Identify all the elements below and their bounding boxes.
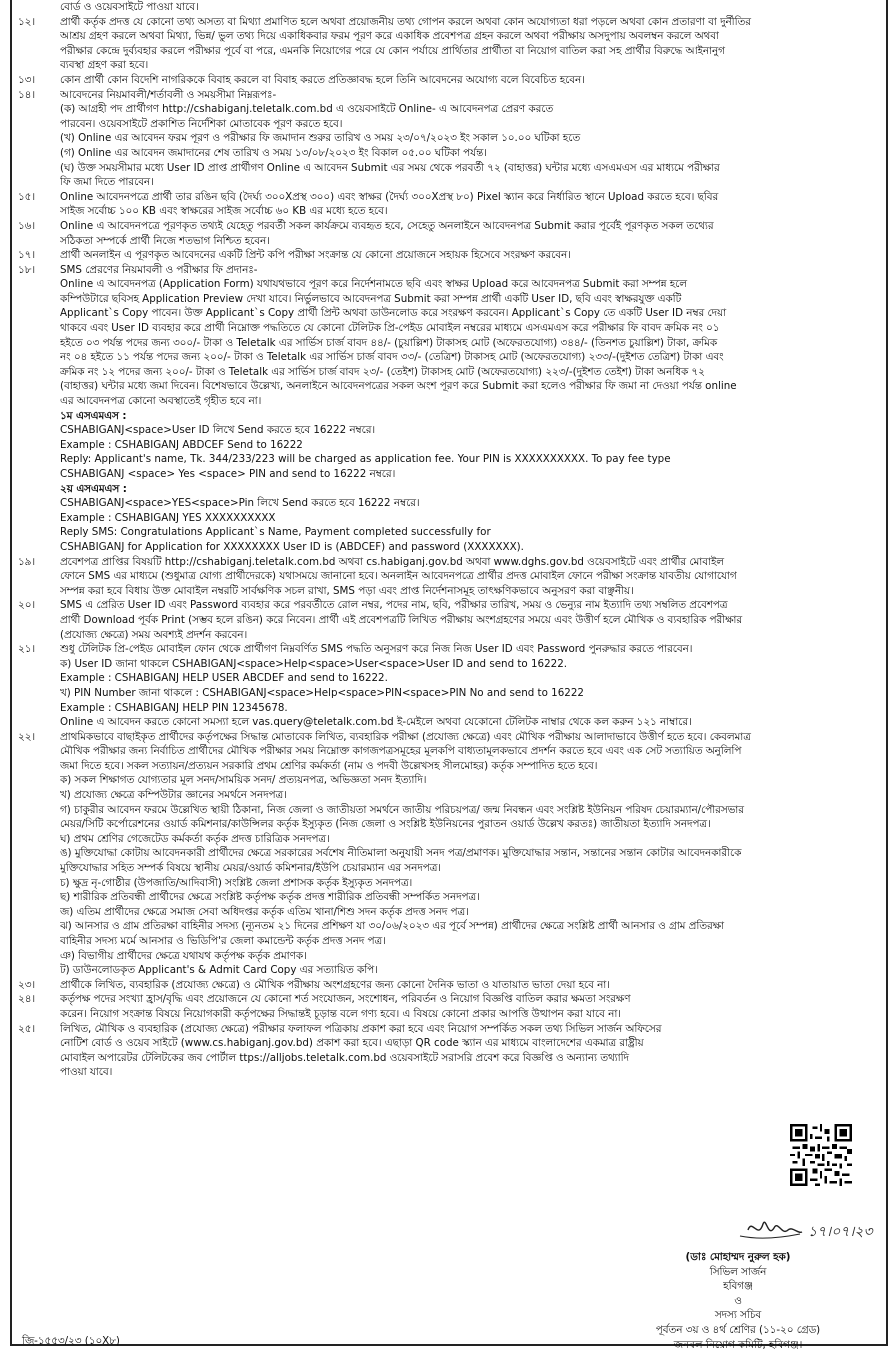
notice-item <box>18 219 870 248</box>
notice-item <box>18 1022 870 1080</box>
signatory-role: সদস্য সচিব <box>714 1309 762 1322</box>
item-text <box>60 642 870 730</box>
item-line: সম্পন্ন করা হবে বিধায় উক্ত মোবাইল নম্বরটি সার্বক্ষণিক সচল রাখা, SMS পড়া এবং প্রাপ্ত নির্দেশনাসমূহ তাৎক্ষণিকভাবে অনুসরণ করা বাঞ্ছনীয়। <box>60 584 634 597</box>
item-number: ২২। <box>18 730 36 743</box>
item-text <box>60 555 870 599</box>
item-line: প্রার্থী Download পূর্বক Print (সম্ভব হলে রঙিন) করে নিবেন। প্রার্থী এই প্রবেশপত্রটি লিখিত পরীক্ষায় অংশগ্রহণের সময়ে এবং উত্তীর্ণ হলে মৌখিক ও ব্যবহারিক পরীক্ষার <box>60 613 743 626</box>
item-line: Online আবেদনপত্রে প্রার্থী তার রঙিন ছবি (দৈর্ঘ্য ৩০০Xপ্রস্থ ৩০০) এবং স্বাক্ষর (দৈর্ঘ্য ৩০০Xপ্রস্থ ৮০) Pixel স্ক্যান করে নির্ধারিত স্থানে Upload করতে হবে। ছবির <box>60 190 719 203</box>
notice-item <box>18 15 870 73</box>
item-line: (খ) Online এর আবেদন ফরম পূরণ ও পরীক্ষার ফি জমাদান শুরুর তারিখ ও সময় ২৩/০৭/২০২৩ ইং সকাল ১০.০০ ঘটিকা হতে <box>60 132 581 145</box>
item-text <box>60 0 870 15</box>
item-line: চ) ক্ষুদ্র নৃ-গোষ্ঠীর (উপজাতি/আদিবাসী) সংশ্লিষ্ট জেলা প্রশাসক কর্তৃক ইস্যুকৃত সনদপত্র। <box>60 876 413 889</box>
item-line: আবেদনের নিয়মাবলী/শর্তাবলী ও সময়সীমা নিম্নরূপঃ- <box>60 88 277 101</box>
sms-second-reply-2: CSHABIGANJ for Application for XXXXXXXX User ID is (ABDCEF) and password (XXXXXXX). <box>60 540 524 553</box>
item-line: ক্রমিক নং ১২ পদের জন্য ২০০/- টাকা ও Teletalk এর সার্ভিস চার্জ বাবদ ২৩/- (তেইশ) টাকাসহ মোট (অফেরতযোগ্য) ২২৩/-(দুইশত তেইশ) টাকা অনধিক ৭২ <box>60 365 705 378</box>
signatory-and: ও <box>734 1294 742 1307</box>
item-line: Example : CSHABIGANJ HELP PIN 12345678. <box>60 701 288 714</box>
item-line: (প্রযোজ্য ক্ষেত্রে) সময় অবশ্যই প্রদর্শন করবেন। <box>60 628 248 641</box>
item-line: জ) এতিম প্রার্থীদের ক্ষেত্রে সমাজ সেবা অধিদপ্তর কর্তৃক এতিম খানা/শিশু সদন কর্তৃক প্রদত্ত সনদ পত্র। <box>60 905 469 918</box>
item-line: হইতে ০৩ পর্যন্ত পদের জন্য ৩০০/- টাকা ও Teletalk এর সার্ভিস চার্জ বাবদ ৪৪/- (চুয়াল্লিশ) টাকাসহ মোট (অফেরতযোগ্য) ৩৪৪/- (তিনশত চুয়াল্লিশ) টাকা, ক্রমিক <box>60 336 718 349</box>
item-number: ১৯। <box>18 555 36 568</box>
item-text <box>60 219 870 248</box>
signature-icon <box>730 1210 880 1250</box>
item-line: ঘ) প্রথম শ্রেণির গেজেটেড কর্মকর্তা কর্তৃক প্রদত্ত চারিত্রিক সনদপত্র। <box>60 832 330 845</box>
sms-first-reply-1: Reply: Applicant's name, Tk. 344/233/223 will be charged as application fee. Your PIN is XXXXXXXXXX. To pay fee type <box>60 453 671 466</box>
item-number: ১৫। <box>18 190 36 203</box>
item-line: পারবেন। ওয়েবসাইটে প্রকাশিত নির্দেশিকা মোতাবেক পূরণ করতে হবে। <box>60 117 343 130</box>
item-line: (ঘ) উক্ত সময়সীমার মধ্যে User ID প্রাপ্ত প্রার্থীগণ Online এ আবেদন Submit এর সময় থেকে পরবর্তী ৭২ (বাহাত্তর) ঘন্টার মধ্যে এসএমএস এর মাধ্যমে পরীক্ষার <box>60 161 720 174</box>
item-line: ঝ) আনসার ও গ্রাম প্রতিরক্ষা বাহিনীর সদস্য (ন্যূনতম ২১ দিনের প্রশিক্ষণ যা ৩০/০৬/২০২৩ এর পূর্বে সম্পন্ন) প্রার্থীদের ক্ষেত্রে সংশ্লিষ্ট প্রার্থী আনসার ও গ্রাম প্রতিরক্ষা <box>60 920 725 933</box>
item-line: ফি জমা দিতে পারবেন। <box>60 176 154 189</box>
item-number: ১৪। <box>18 88 36 101</box>
notice-item <box>18 0 870 15</box>
sms-first-heading: ১ম এসএমএস : <box>60 409 127 422</box>
item-line: নোটিশ বোর্ড ও ওয়েব সাইটে (www.cs.habiganj.gov.bd) প্রকাশ করা হবে। এছাড়া QR code স্ক্যান এর মাধ্যমে বাংলাদেশের একমাত্র রাষ্ট্রীয় <box>60 1037 644 1050</box>
sms-first-example: Example : CSHABIGANJ ABDCEF Send to 16222 <box>60 438 303 451</box>
item-text <box>60 88 870 190</box>
item-line: SMS প্রেরণের নিয়মাবলী ও পরীক্ষার ফি প্রদানঃ- <box>60 263 258 276</box>
notice-item <box>18 642 870 730</box>
item-line: নং ০৪ হইতে ১১ পর্যন্ত পদের জন্য ২০০/- টাকা ও Teletalk এর সার্ভিস চার্জ বাবদ ৩৩/- (তেত্রিশ) টাকাসহ মোট (অফেরতযোগ্য) ২৩৩/-(দুইশত তেত্রিশ) টাকা এবং <box>60 351 724 364</box>
sms-second-format: CSHABIGANJ<space>YES<space>Pin লিখে Send করতে হবে 16222 নম্বরে। <box>60 497 420 510</box>
item-line: (ক) আগ্রহী পদ প্রার্থীগণ http://cshabiganj.teletalk.com.bd এ ওয়েবসাইটে Online- এ আবেদনপত্র প্রেরণ করতে <box>60 103 554 116</box>
item-text <box>60 263 870 409</box>
signatory-name: (ডাঃ মোহাম্মদ নুরুল হক) <box>685 1251 791 1263</box>
item-number: ১২। <box>18 15 36 28</box>
signatory-place: হবিগঞ্জ <box>723 1280 753 1293</box>
item-line: জমা দিতে হবে। সকল সত্যায়ন/প্রত্যয়ন সরকারি প্রথম শ্রেণির কর্মকর্তা (নাম ও পদবী উল্লেখসহ সীলমোহর) কর্তৃক সম্পাদিত হতে হবে। <box>60 759 598 772</box>
item-line: Online এ আবেদন করতে কোনো সমস্যা হলে vas.query@teletalk.com.bd ই-মেইলে অথবা যেকোনো টেলিটক নাম্বার থেকে কল করুন ১২১ নাম্বারে। <box>60 716 692 729</box>
notice-item <box>18 248 870 263</box>
item-text <box>60 190 870 219</box>
notice-item <box>18 555 870 599</box>
item-line: পাওয়া যাবে। <box>60 1066 113 1079</box>
item-number: ২১। <box>18 643 36 656</box>
item-number: ২৫। <box>18 1022 36 1035</box>
item-line: প্রবেশপত্র প্রাপ্তির বিষয়টি http://cshabiganj.teletalk.com.bd অথবা cs.habiganj.gov.bd অথবা www.dghs.gov.bd ওয়েবসাইটে এবং প্রার্থীর মোবাইল <box>60 555 724 568</box>
item-number: ২৪। <box>18 993 36 1006</box>
item-text <box>60 978 870 993</box>
notice-item <box>18 992 870 1021</box>
item-line: গ) চাকুরীর আবেদন ফরমে উল্লেখিত স্থায়ী ঠিকানা, নিজ জেলা ও জাতীয়তা সমর্থনে জাতীয় পরিচয়পত্র/ জন্ম নিবন্ধন এবং সংশ্লিষ্ট ইউনিয়ন পরিষদ চেয়ারম্যান/পৌরসভার <box>60 803 744 816</box>
item-text <box>60 730 870 978</box>
item-number: ২০। <box>18 599 36 612</box>
item-line: সঠিকতা সম্পর্কে প্রার্থী নিজে শতভাগ নিশ্চিত হবেন। <box>60 234 270 247</box>
item-line: SMS এ প্রেরিত User ID এবং Password ব্যবহার করে পরবর্তীতে রোল নম্বর, পদের নাম, ছবি, পরীক্ষার তারিখ, সময় ও ভেন্যুর নাম ইত্যাদি তথ্য সম্বলিত প্রবেশপত্র <box>60 599 728 612</box>
item-line: লিখিত, মৌখিক ও ব্যবহারিক (প্রযোজ্য ক্ষেত্রে) পরীক্ষার ফলাফল পত্রিকায় প্রকাশ করা হবে এবং নিয়োগ সম্পর্কিত সকল তথ্য সিভিল সার্জন অফিসের <box>60 1022 662 1035</box>
item-line: মুক্তিযোদ্ধার সহিত সম্পর্ক বিষয়ে স্থানীয় মেয়র/ওয়ার্ড কমিশনার/ইউপি চেয়ারম্যান এর সনদপত্র। <box>60 862 441 875</box>
notice-item <box>18 73 870 88</box>
item-line: ফোনে SMS এর মাধ্যমে (শুধুমাত্র যোগ্য প্রার্থীদেরকে) যথাসময়ে জানানো হবে। অনলাইন আবেদনপত্রে প্রার্থীর প্রদত্ত মোবাইল ফোনে পরীক্ষা সংক্রান্ত যাবতীয় যোগাযোগ <box>60 570 737 583</box>
item-number: ১৭। <box>18 249 36 262</box>
item-line: পরীক্ষার কেন্দ্রে দুর্ব্যবহার করলে পরীক্ষার পূর্বে বা পরে, এমনকি নিয়োগের পরে যে কোন পর্যায়ে প্রার্থিতার প্রার্থীতা বা নিয়োগ বাতিল করা সহ প্রার্থীর বিরুদ্ধে আইনানুগ <box>60 44 725 57</box>
committee-line-2: জনবল নিয়োগ কমিটি, হবিগঞ্জ। <box>673 1338 803 1351</box>
item-line: থাকবে এবং User ID ব্যবহার করে প্রার্থী নিম্নোক্ত পদ্ধতিতে যে কোনো টেলিটক প্রি-পেইড মোবাইল নম্বরের মাধ্যমে এসএমএস করে পরীক্ষার ফি বাবদ ক্রমিক নং ০১ <box>60 322 720 335</box>
item-line: ট) ডাউনলোডকৃত Applicant's & Admit Card Copy এর সত্যায়িত কপি। <box>60 964 378 977</box>
item-line: প্রার্থীকে লিখিত, ব্যবহারিক (প্রযোজ্য ক্ষেত্রে) ও মৌখিক পরীক্ষায় অংশগ্রহণের জন্য কোনো দৈনিক ভাতা ও যাতায়াত ভাতা দেয়া হবে না। <box>60 978 610 991</box>
item-number <box>18 0 60 15</box>
notice-item <box>18 598 870 642</box>
item-line: Online এ আবেদনপত্রে পূরণকৃত তথ্যই যেহেতু পরবর্তী সকল কার্যক্রমে ব্যবহৃত হবে, সেহেতু অনলাইনে আবেদনপত্র Submit করার পূর্বেই পূরণকৃত সকল তথ্যের <box>60 219 714 232</box>
item-line: মেয়র/সিটি কর্পোরেশনের ওয়ার্ড কমিশনার/কাউন্সিলর কর্তৃক ইস্যুকৃত (নিজ জেলা ও সংশ্লিষ্ট ইউনিয়নের পুরাতন ওয়ার্ড উল্লেখ করতঃ) জাতীয়তা ইত্যাদি সনদপত্র। <box>60 818 711 831</box>
item-line: আশ্রয় গ্রহণ করলে অথবা মিথ্যা, ভিন্ন/ ভুল তথ্য দিয়ে একাধিকবার ফরম পূরণ করে একাধিক প্রবেশপত্র গ্রহন করলে অথবা পরীক্ষায় অসদুপায় অবলম্বন করলে অথবা <box>60 30 719 43</box>
sms-second-example: Example : CSHABIGANJ YES XXXXXXXXXX <box>60 511 276 524</box>
committee-line-1: পূর্বতন ৩য় ও ৪র্থ শ্রেণির (১১-২০ গ্রেড) <box>655 1323 821 1336</box>
sms-first-format: CSHABIGANJ<space>User ID লিখে Send করতে হবে 16222 নম্বরে। <box>60 424 376 437</box>
item-text <box>60 73 870 88</box>
item-line: কোন প্রার্থী কোন বিদেশি নাগরিককে বিবাহ করলে বা বিবাহ করতে প্রতিজ্ঞাবদ্ধ হলে তিনি আবেদনের অযোগ্য বলে বিবেচিত হবেন। <box>60 73 585 86</box>
sms-second-reply-1: Reply SMS: Congratulations Applicant`s Name, Payment completed successfully for <box>60 526 491 539</box>
item-line: Applicant`s Copy পাবেন। উক্ত Applicant`s Copy প্রার্থী প্রিন্ট অথবা ডাউনলোড করে সংরক্ষণ করবেন। Applicant`s Copy তে একটি User ID নম্বর দেয়া <box>60 307 727 320</box>
item-line: ক) User ID জানা থাকলে CSHABIGANJ<space>Help<space>User<space>User ID and send to 16222. <box>60 657 568 670</box>
sms-first-reply-2: CSHABIGANJ <space> Yes <space> PIN and send to 16222 নম্বরে। <box>60 468 396 480</box>
item-number: ১৬। <box>18 219 36 232</box>
item-line: প্রার্থী অনলাইন এ পূরণকৃত আবেদনের একটি প্রিন্ট কপি পরীক্ষা সংক্রান্ত যে কোনো প্রয়োজনে সহায়ক হিসেবে সংরক্ষণ করবেন। <box>60 249 571 262</box>
qr-code-icon <box>790 1124 852 1186</box>
item-text <box>60 15 870 73</box>
item-line: Example : CSHABIGANJ HELP USER ABCDEF and send to 16222. <box>60 672 388 685</box>
item-line: ঙ) মুক্তিযোদ্ধা কোটায় আবেদনকারী প্রার্থীদের ক্ষেত্রে সরকারের সর্বশেষ নীতিমালা অনুযায়ী সনদ পত্র/প্রমাণক। মুক্তিযোদ্ধার সন্তান, সন্তানের সন্তান কোটার আবেদনকারীকে <box>60 847 742 860</box>
signature-date: ১৭।০৭।২৩ <box>808 1223 873 1239</box>
item-line: এর আবেদনপত্র কোনো অবস্থাতেই গৃহীত হবে না। <box>60 395 262 408</box>
notice-item <box>18 88 870 190</box>
notice-body <box>18 0 870 1080</box>
item-line: (গ) Online এর আবেদন জমাদানের শেষ তারিখ ও সময় ১৩/০৮/২০২৩ ইং বিকাল ০৫.০০ ঘটিকা পর্যন্ত। <box>60 146 487 159</box>
item-text <box>60 992 870 1021</box>
item-text <box>60 248 870 263</box>
item-number: ১৩। <box>18 73 36 86</box>
item-line: মোবাইল অপারেটর টেলিটকের জব পোর্টাল ttps://alljobs.teletalk.com.bd ওয়েবসাইটে সরাসরি প্রবেশ করে বিজ্ঞপ্তি ও অন্যান্য তথ্যাদি <box>60 1051 629 1064</box>
item-line: মৌখিক পরীক্ষার জন্য নির্বাচিত প্রার্থীদের মৌখিক পরীক্ষার সময় নিম্নোক্ত কাগজপত্রসমূহের মূলকপি বাধ্যতামূলকভাবে প্রদর্শন করতে হবে এবং এক সেট সত্যায়িত অনুলিপি <box>60 745 742 758</box>
item-line: শুধু টেলিটক প্রি-পেইড মোবাইল ফোন থেকে প্রার্থীগণ নিম্নবর্ণিত SMS পদ্ধতি অনুসরণ করে নিজ নিজ User ID এবং Password পুনরুদ্ধার করতে পারবেন। <box>60 643 693 656</box>
item-line: Online এ আবেদনপত্র (Application Form) যথাযথভাবে পূরণ করে নির্দেশনামতে ছবি এবং স্বাক্ষর Upload করে আবেদনপত্র Submit করা সম্পন্ন হলে <box>60 278 687 291</box>
item-line: খ) PIN Number জানা থাকলে : CSHABIGANJ<space>Help<space>PIN<space>PIN No and send to 16222 <box>60 686 584 699</box>
item-line: খ) প্রযোজ্য ক্ষেত্রে কম্পিউটার জ্ঞানের সমর্থনে সনদপত্র। <box>60 789 287 802</box>
item-number: ১৮। <box>18 263 36 276</box>
item-line: প্রার্থী কর্তৃক প্রদত্ত যে কোনো তথ্য অসত্য বা মিথ্যা প্রমাণিত হলে অথবা প্রয়োজনীয় তথ্য গোপন করলে অথবা কোন অযোগ্যতা ধরা পড়লে অথবা কোন প্রতারণা বা দুর্নীতির <box>60 15 751 28</box>
item-line: করেন। নিয়োগ সংক্রান্ত বিষয়ে নিয়োগকারী কর্তৃপক্ষের সিদ্ধান্তই চূড়ান্ত বলে গণ্য হবে। এ বিষয়ে কোনো প্রকার আপত্তি উত্থাপন করা যাবে না। <box>60 1007 621 1020</box>
item-line: কর্তৃপক্ষ পদের সংখ্যা হ্রাস/বৃদ্ধি এবং প্রয়োজনে যে কোনো শর্ত সংযোজন, সংশোধন, পরিবর্তন ও নিয়োগ বিজ্ঞপ্তি বাতিল করার ক্ষমতা সংরক্ষণ <box>60 993 631 1006</box>
item-line: বাহিনীর সদস্য মর্মে আনসার ও ভিডিপি'র জেলা কমান্ডেন্ট কর্তৃক প্রদত্ত সনদ পত্র। <box>60 935 386 947</box>
sms-second-heading: ২য় এসএমএস : <box>60 482 127 495</box>
notice-item <box>18 730 870 978</box>
item-line: বোর্ড ও ওয়েবসাইটে পাওয়া যাবে। <box>60 1 199 13</box>
item-line: ব্যবস্থা গ্রহণ করা হবে। <box>60 59 149 72</box>
item-text <box>60 598 870 642</box>
item-text <box>60 1022 870 1080</box>
item-number: ২৩। <box>18 978 36 991</box>
item-line: প্রাথমিকভাবে বাছাইকৃত প্রার্থীদের কর্তৃপক্ষের সিদ্ধান্ত মোতাবেক লিখিত, ব্যবহারিক পরীক্ষা (প্রযোজ্য ক্ষেত্রে) এবং মৌখিক পরীক্ষায় আলাদাভাবে উত্তীর্ণ হতে হবে। কেবলমাত্র <box>60 730 751 743</box>
signature-block <box>600 1250 876 1352</box>
signatory-title: সিভিল সার্জন <box>709 1265 767 1278</box>
item-line: ক) সকল শিক্ষাগত যোগ্যতার মূল সনদ/সাময়িক সনদ/ প্রত্যয়নপত্র, অভিজ্ঞতা সনদ ইত্যাদি। <box>60 774 427 787</box>
item-line: সাইজ সর্বোচ্চ ১০০ KB এবং স্বাক্ষরের সাইজ সর্বোচ্চ ৬০ KB এর মধ্যে হতে হবে। <box>60 205 388 218</box>
item-line: কম্পিউটারে ছবিসহ Application Preview দেখা যাবে। নির্ভুলভাবে আবেদনপত্র Submit করা সম্পন্ন প্রার্থী একটি User ID, ছবি এবং স্বাক্ষরযুক্ত একটি <box>60 292 682 305</box>
item-line: ছ) শারীরিক প্রতিবন্ধী প্রার্থীদের ক্ষেত্রে সংশ্লিষ্ট কর্তৃপক্ষ কর্তৃক প্রদত্ত শারীরিক প্রতিবন্ধী সম্পর্কিত সনদপত্র। <box>60 891 480 904</box>
notice-item <box>18 190 870 219</box>
item-line: (বাহাত্তর) ঘন্টার মধ্যে জমা দিবেন। বিশেষভাবে উল্লেখ্য, অনলাইনে আবেদনপত্রের সকল অংশ পূরণ করে Submit করা হলেও পরীক্ষার ফি জমা না দেওয়া পর্যন্ত online <box>60 380 737 393</box>
memo-reference: জি-১৫৫৩/২৩ (১০X৮) <box>22 1335 120 1347</box>
notice-item <box>18 263 870 409</box>
notice-item <box>18 978 870 993</box>
item-line: ঞ) বিভাগীয় প্রার্থীদের ক্ষেত্রে যথাযথ কর্তৃপক্ষ কর্তৃক প্রমাণক। <box>60 949 307 962</box>
